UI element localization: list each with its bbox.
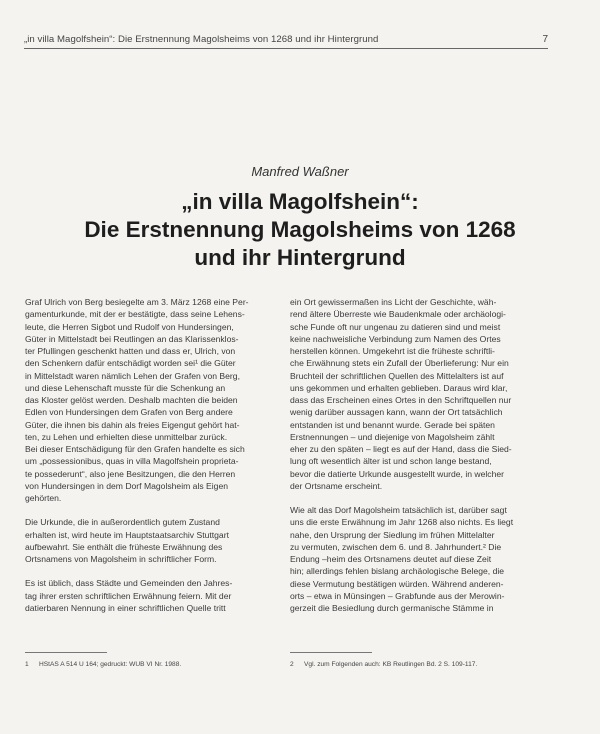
text-line: aufbewahrt. Sie enthält die früheste Erwähnung des [25, 541, 223, 552]
footnote-number: 2 [290, 661, 294, 668]
text-line: Die Urkunde, die in außerordentlich gutem Zustand [25, 517, 220, 528]
text-line: orts – etwa in Münsingen – Grabfunde aus der Merowin- [290, 590, 505, 601]
text-line: gehörten. [25, 493, 62, 503]
text-line: zu vermuten, zwischen dem 6. und 8. Jahrhundert.² Die [290, 541, 502, 552]
text-line: diese Vermutung bestätigen würden. Während anderen- [290, 578, 504, 589]
text-line: nahe, den Ursprung der Siedlung im frühen Mittelalter [290, 529, 495, 540]
article-title [20, 188, 580, 272]
text-line: Wie alt das Dorf Magolsheim tatsächlich ist, darüber sagt [290, 505, 507, 515]
text-line: hin; allerdings fehlen bislang archäologische Belege, die [290, 566, 505, 577]
footnote-text: HStAS A 514 U 164; gedruckt: WUB VI Nr. 1988. [39, 661, 182, 668]
text-line: rend ältere Überreste wie Baudenkmale oder archäologi- [290, 309, 506, 320]
footnote-1 [25, 661, 181, 668]
text-line: lung oft wesentlich älter ist und schon lange bestand, [290, 456, 492, 467]
title-line: „in villa Magolfshein“: [181, 189, 419, 214]
text-line: der Ortsname erscheint. [290, 480, 383, 491]
text-line: leute, die Herren Sigbot und Rudolf von Hundersingen, [25, 321, 234, 332]
text-line: Güter, die ihnen bis dahin als freies Eigengut gehört hat- [25, 419, 240, 430]
text-line: Erstnennungen – und diejenige von Magolsheim zählt [290, 431, 495, 442]
header-rule [24, 48, 548, 49]
text-line: Graf Ulrich von Berg besiegelte am 3. März 1268 eine Per- [25, 297, 249, 307]
text-line: ter Pfullingen geschenkt hatten und dass er, Ulrich, von [25, 346, 236, 356]
text-line: den Schenkern dafür entschädigt worden sei¹ die Güter [25, 358, 236, 369]
text-line: entstanden ist und benannt wurde. Gerade bei späten [290, 419, 495, 430]
body-paragraph [290, 504, 550, 614]
text-line: Bruchteil der schriftlichen Quellen des Mittelalters ist auf [290, 370, 504, 381]
footnote-rule [290, 652, 372, 653]
text-line: Endung –heim des Ortsnamens deutet auf diese Zeit [290, 554, 492, 564]
text-line: Ortsnamens von Magolsheim in schriftlicher Form. [25, 554, 217, 564]
left-text-column [25, 296, 277, 614]
text-line: che Erwähnung stets ein Zufall der Überlieferung: Nur ein [290, 358, 509, 369]
body-paragraph [25, 516, 277, 565]
text-line: ten, zu Lehen und erhielten diese unmittelbar zurück. [25, 431, 228, 442]
title-line: Die Erstnennung Magolsheims von 1268 [84, 217, 516, 242]
text-line: keine nachweisliche Verbindung zum Namen des Ortes [290, 333, 501, 344]
right-text-column [290, 296, 550, 614]
article-author: Manfred Waßner [251, 164, 349, 179]
footnote-rule [25, 652, 107, 653]
text-line: und diese Lehenschaft musste für die Schenkung an [25, 382, 226, 393]
footnote-2 [290, 661, 477, 668]
text-line: um „possessionibus, quas in villa Magolfshein proprieta- [25, 456, 239, 467]
title-line: und ihr Hintergrund [194, 245, 406, 270]
text-line: gamenturkunde, mit der er bestätigte, dass seine Lehens- [25, 309, 245, 320]
text-line: dass das Erscheinen eines Ortes in den Schriftquellen nur [290, 395, 512, 405]
text-line: Güter in Mittelstadt bei Reutlingen an das Klarissenklos- [25, 333, 239, 344]
page-number: 7 [542, 34, 548, 45]
text-line: uns die erste Erwähnung im Jahr 1268 also nichts. Es liegt [290, 517, 514, 528]
text-line: ein Ort gewissermaßen ins Licht der Geschichte, wäh- [290, 297, 497, 307]
text-line: gerzeit die Besiedlung durch germanische Stämme in [290, 603, 494, 613]
text-line: uns gekommen und erhalten geblieben. Daraus wird klar, [290, 382, 508, 393]
text-line: in Mittelstadt waren nämlich Lehen der Grafen von Berg, [25, 370, 240, 381]
body-paragraph [25, 577, 277, 614]
footnote-number: 1 [25, 661, 29, 668]
text-line: tag ihrer ersten schriftlichen Erwähnung feiern. Mit der [25, 590, 232, 601]
text-line: herstellen können. Umgekehrt ist die früheste schriftli- [290, 346, 495, 356]
text-line: Es ist üblich, dass Städte und Gemeinden den Jahres- [25, 578, 233, 589]
text-line: wenig darüber aussagen kann, wann der Ort tatsächlich [290, 407, 503, 418]
footnote-text: Vgl. zum Folgenden auch: KB Reutlingen Bd. 2 S. 109-117. [304, 661, 478, 668]
text-line: datierbaren Nennung in einer schriftlichen Quelle tritt [25, 602, 226, 613]
text-line: sche Funde oft nur ungenau zu datieren sind und meist [290, 321, 501, 332]
text-line: Edlen von Hundersingen dem Grafen von Berg andere [25, 407, 233, 418]
body-paragraph [25, 296, 277, 504]
body-paragraph [290, 296, 550, 492]
text-line: das Kloster gelöst werden. Deshalb machten die beiden [25, 395, 238, 405]
text-line: bevor die datierte Urkunde ausgestellt wurde, in welcher [290, 468, 505, 479]
text-line: te possederunt“, also jene Besitzungen, die den Herren [25, 468, 236, 479]
running-head-title: „in villa Magolfshein“: Die Erstnennung Magolsheims von 1268 und ihr Hintergrund [24, 34, 379, 45]
text-line: eher zu den späten – liegt es auf der Hand, dass die Sied- [290, 444, 512, 454]
text-line: von Hundersingen in dem Dorf Magolsheim als Eigen [25, 480, 229, 491]
text-line: Bei dieser Entschädigung für den Grafen handelte es sich [25, 444, 245, 454]
text-line: erhalten ist, wird heute im Hauptstaatsarchiv Stuttgart [25, 529, 229, 540]
